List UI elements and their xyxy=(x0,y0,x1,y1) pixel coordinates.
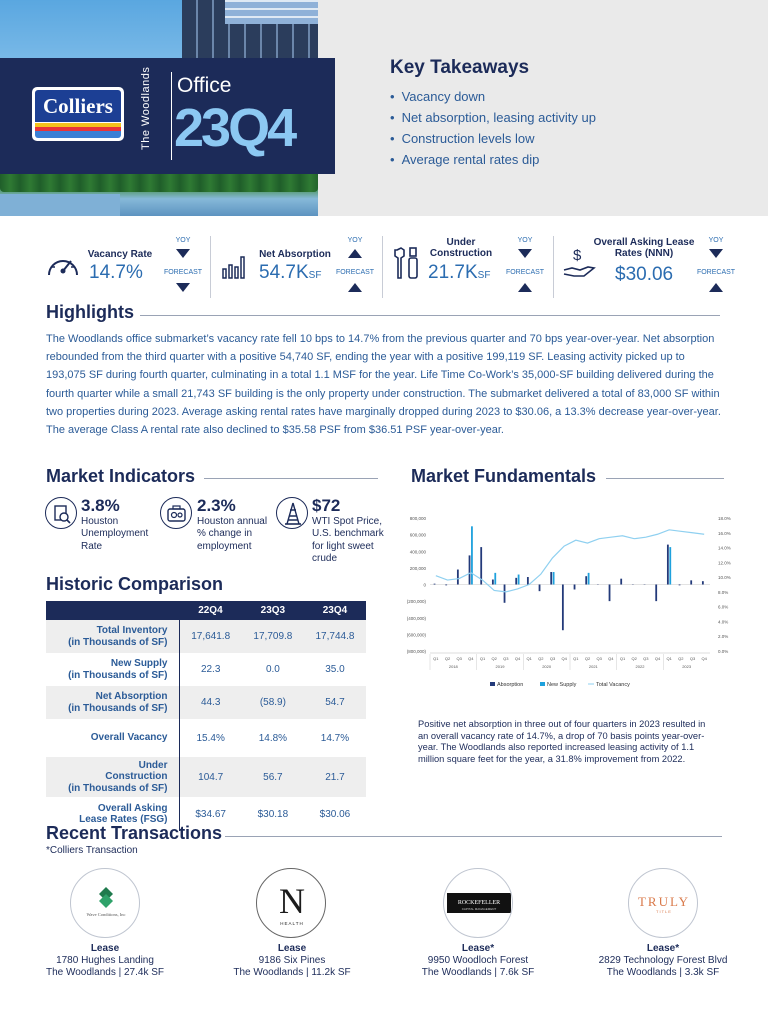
chart-x-tick: Q2 xyxy=(491,656,497,661)
tenant-logo-n-health-icon xyxy=(256,868,326,938)
chart-y-tick-left: 800,000 xyxy=(409,516,426,521)
table-row-new-supply xyxy=(46,653,366,686)
chart-y-tick-left: (800,000) xyxy=(406,649,426,654)
tx-4-type: Lease* xyxy=(646,943,680,954)
table-cell: 54.7 xyxy=(304,686,366,719)
chart-year-label: 2023 xyxy=(682,664,692,669)
chart-bar-new-supply xyxy=(588,573,590,585)
chart-x-tick: Q1 xyxy=(666,656,672,661)
chart-bar-new-supply xyxy=(518,575,520,585)
tx-3-type: Lease* xyxy=(461,943,495,954)
chart-bar-absorption xyxy=(492,580,494,585)
kpi-construction-label: Under Construction xyxy=(429,237,493,259)
row-label: Net Absorption (in Thousands of SF) xyxy=(46,686,179,719)
bar-graph-icon xyxy=(221,253,249,279)
table-cell: $30.18 xyxy=(257,808,289,820)
mi-employment-label: Houston annual % change in employment xyxy=(197,516,268,552)
chart-bar-absorption xyxy=(620,579,622,585)
row-label: New Supply (in Thousands of SF) xyxy=(46,653,179,686)
kpi-separator xyxy=(553,236,554,298)
table-cell: 0.0 xyxy=(265,664,280,675)
kpi-lease-rate-forecast-up-arrow xyxy=(709,283,723,292)
table-cell: 22.3 xyxy=(200,664,221,675)
kpi-construction-forecast-label: FORECAST xyxy=(505,269,545,276)
market-fundamentals-body: Positive net absorption in three out of four quarters in 2023 resulted in an overall vacancy rate of 14.7%, a drop of 70 basis points year-over-year. The Woodlands also reported increased leasing activity of 1.1 million square feet for the year, a 31.8% improvement from 2022. xyxy=(418,719,706,764)
chart-bar-absorption xyxy=(445,585,447,586)
chart-bar-absorption xyxy=(690,580,692,584)
chart-y-tick-right: 16.0% xyxy=(718,530,731,536)
kpi-vacancy-yoy-down-arrow xyxy=(176,249,190,258)
chart-x-tick: Q3 xyxy=(503,656,509,661)
kpi-construction-forecast-up-arrow xyxy=(518,283,532,292)
table-row-overall-vacancy xyxy=(46,719,366,757)
chart-bar-absorption xyxy=(609,585,611,602)
kpi-lease-rate-yoy-down-arrow xyxy=(709,249,723,258)
chart-x-tick: Q1 xyxy=(573,656,579,661)
chart-y-tick-right: 10.0% xyxy=(718,575,731,581)
chart-y-tick-left: (200,000) xyxy=(406,599,426,605)
chart-x-tick: Q1 xyxy=(619,656,626,661)
mi-unemployment-value: 3.8% xyxy=(81,496,120,515)
kpi-lease-rate-label: Overall Asking Lease Rates (NNN) xyxy=(593,237,695,259)
market-fundamentals-rule xyxy=(606,478,724,479)
table-header-row xyxy=(46,601,366,620)
table-cell: 17,641.8 xyxy=(179,620,242,653)
chart-x-tick: Q4 xyxy=(561,656,567,661)
kpi-vacancy-forecast-label: FORECAST xyxy=(163,269,203,276)
kpi-lease-rate-forecast-label: FORECAST xyxy=(696,269,736,276)
kpi-lease-rate-yoy-label: YOY xyxy=(708,237,724,244)
chart-y-tick-left: (600,000) xyxy=(406,632,426,638)
chart-bar-new-supply xyxy=(669,547,671,584)
tx-4-address: 2829 Technology Forest Blvd xyxy=(598,955,728,966)
kpi-construction-unit: SF xyxy=(477,270,491,281)
table-header-23q4: 23Q4 xyxy=(304,601,366,620)
hero-location: The Woodlands xyxy=(140,66,152,150)
tenant-logo-truly-icon xyxy=(628,868,698,938)
kpi-vacancy-forecast-down-arrow xyxy=(176,283,190,292)
chart-bar-absorption xyxy=(667,545,669,585)
kpi-vacancy-yoy-label: YOY xyxy=(175,237,191,244)
highlights-title: Highlights xyxy=(46,302,134,322)
chart-y-tick-left: 400,000 xyxy=(409,549,426,555)
chart-x-tick: Q4 xyxy=(514,656,521,661)
chart-y-tick-left: 200,000 xyxy=(409,565,426,571)
tx-1-detail: The Woodlands | 27.4k SF xyxy=(45,967,165,978)
chart-x-tick: Q4 xyxy=(701,656,707,661)
chart-y-tick-right: 18.0% xyxy=(718,516,731,521)
kpi-vacancy-label: Vacancy Rate xyxy=(87,249,153,260)
row-label: Overall Vacancy xyxy=(46,719,179,757)
chart-bar-absorption xyxy=(574,585,576,590)
tx-3-detail: The Woodlands | 7.6k SF xyxy=(421,967,535,978)
tx-4-detail: The Woodlands | 3.3k SF xyxy=(606,967,720,978)
kpi-absorption-yoy-label: YOY xyxy=(347,237,363,244)
table-cell: (58.9) xyxy=(242,686,304,719)
kpi-separator xyxy=(210,236,211,298)
chart-y-tick-right: 14.0% xyxy=(718,545,731,551)
kpi-lease-rate-value: $30.06 xyxy=(615,264,674,285)
chart-x-tick: Q4 xyxy=(468,656,474,661)
tenant-logo-wave-icon xyxy=(70,868,140,938)
chart-x-tick: Q3 xyxy=(456,656,462,661)
kpi-separator xyxy=(382,236,383,298)
table-cell: 44.3 xyxy=(179,686,242,719)
kpi-absorption-label: Net Absorption xyxy=(259,249,331,260)
table-row-total-inventory xyxy=(46,620,366,653)
chart-legend-total-vacancy: Total Vacancy xyxy=(596,682,630,688)
tx-2-type: Lease xyxy=(277,943,307,954)
highlights-rule xyxy=(140,315,720,316)
chart-y-tick-right: 6.0% xyxy=(718,604,729,610)
chart-bar-absorption xyxy=(562,585,564,631)
chart-bar-new-supply xyxy=(553,572,555,584)
chart-x-tick: Q2 xyxy=(444,656,451,661)
chart-bar-new-supply xyxy=(471,526,473,584)
chart-y-tick-right: 4.0% xyxy=(718,619,729,625)
tx-2-detail: The Woodlands | 11.2k SF xyxy=(233,967,351,978)
chart-x-tick: Q3 xyxy=(689,656,696,661)
highlights-body: The Woodlands office submarket’s vacancy rate fell 10 bps to 14.7% from the previous quarter and 70 bps year-over-year. Net absorption rebounded from the third quarter with a positive 54,740 SF, ending the year with a positive 199,119 SF. Leasing activity picked up to 193,075 SF during fourth quarter, culminating in a total 1.1 MSF for the year. Life Time Co-Work’s 35,000-SF building delivered during the fourth quarter while a small 21,743 SF building is the only property under construction. The submarket delivered a total of 83,000 SF within two properties during 2023. Average asking rental rates have marginally dropped during 2023 to $30.06, a 13.3% decrease year-over-year. The average Class A rental rate also declined to $35.58 PSF from $36.51 PSF year-over-year. xyxy=(46,333,721,437)
chart-legend-absorption: Absorption xyxy=(497,682,524,688)
chart-y-tick-right: 8.0% xyxy=(718,589,729,595)
chart-bar-absorption xyxy=(527,577,529,584)
table-header-23q3: 23Q3 xyxy=(242,601,304,620)
mi-wti-value: $72 xyxy=(312,496,341,515)
chart-legend-swatch-new-supply xyxy=(540,682,545,686)
chart-line-total-vacancy xyxy=(436,530,704,592)
chart-year-label: 2021 xyxy=(588,664,598,669)
tx-1-type: Lease xyxy=(90,943,120,954)
table-cell: 17,709.8 xyxy=(242,620,304,653)
hero-period: 23Q4 xyxy=(174,98,295,158)
chart-x-tick: Q2 xyxy=(678,656,684,661)
chart-year-label: 2022 xyxy=(635,664,645,669)
chart-y-tick-right: 0.0% xyxy=(718,649,729,654)
tx-1-address: 1780 Hughes Landing xyxy=(56,955,154,966)
kpi-absorption-value: 54.7KSF xyxy=(259,262,322,283)
tenant-logo-n-mark: N xyxy=(279,881,305,921)
table-cell: 104.7 xyxy=(179,757,242,797)
table-cell: $34.67 xyxy=(195,808,226,820)
row-label: Overall Asking Lease Rates (FSG) xyxy=(46,797,179,831)
table-cell: 14.8% xyxy=(258,732,288,744)
recent-transactions-title: Recent Transactions xyxy=(46,823,223,843)
chart-legend-swatch-absorption xyxy=(490,682,495,686)
chart-x-tick: Q1 xyxy=(526,656,532,661)
kpi-absorption-forecast-label: FORECAST xyxy=(335,269,375,276)
tenant-logo-truly-text: TRULY xyxy=(637,894,691,909)
chart-bar-absorption xyxy=(679,585,681,586)
table-cell: 35.0 xyxy=(325,664,345,675)
market-indicators-title: Market Indicators xyxy=(46,466,196,486)
chart-bar-absorption xyxy=(469,555,471,584)
table-row-net-absorption xyxy=(46,686,366,719)
table-cell: 17,744.8 xyxy=(304,620,366,653)
oil-rig-icon xyxy=(276,497,308,529)
chart-bar-absorption xyxy=(550,572,552,584)
tenant-logo-rockefeller-icon xyxy=(443,868,513,938)
chart-x-tick: Q4 xyxy=(654,656,661,661)
chart-y-tick-right: 2.0% xyxy=(718,634,729,640)
key-takeaway-item: • Average rental rates dip xyxy=(390,152,596,173)
table-cell: $30.06 xyxy=(319,808,351,820)
chart-year-label: 2019 xyxy=(495,664,505,669)
chart-bar-absorption xyxy=(585,576,587,584)
table-header-blank xyxy=(46,601,179,620)
chart-x-tick: Q3 xyxy=(549,656,556,661)
chart-bar-absorption xyxy=(702,581,704,584)
hero-divider xyxy=(171,72,172,160)
chart-x-tick: Q2 xyxy=(538,656,544,661)
tenant-logo-rockefeller-text: ROCKEFELLER xyxy=(457,900,501,906)
chart-legend-new-supply: New Supply xyxy=(547,682,577,688)
mi-unemployment-label: Houston Unemployment Rate xyxy=(81,516,149,552)
hero-property-type: Office xyxy=(177,74,232,97)
key-takeaway-item: • Construction levels low xyxy=(390,131,596,152)
chart-bar-absorption xyxy=(434,584,436,585)
key-takeaway-item: • Vacancy down xyxy=(390,89,596,110)
table-row-under-construction xyxy=(46,757,366,797)
key-takeaway-item: • Net absorption, leasing activity up xyxy=(390,110,596,131)
table-cell: 21.7 xyxy=(304,757,366,797)
mi-employment-value: 2.3% xyxy=(197,496,236,515)
kpi-absorption-unit: SF xyxy=(308,270,322,281)
chart-y-tick-left: 600,000 xyxy=(409,532,426,538)
chart-bar-absorption xyxy=(504,585,506,603)
chart-y-tick-left: (400,000) xyxy=(406,615,426,621)
tenant-logo-wave-text: Wave Conditions, Inc xyxy=(86,912,126,917)
recent-transactions-rule xyxy=(225,836,722,837)
row-label: Under Construction (in Thousands of SF) xyxy=(46,757,179,797)
kpi-absorption-yoy-up-arrow xyxy=(348,249,362,258)
chart-x-tick: Q1 xyxy=(433,656,439,661)
table-cell: 56.7 xyxy=(242,757,304,797)
chart-year-label: 2018 xyxy=(448,664,458,669)
chart-bar-absorption xyxy=(457,570,459,585)
colliers-transaction-note: *Colliers Transaction xyxy=(46,845,138,856)
chart-bar-new-supply xyxy=(494,573,496,585)
briefcase-gears-icon xyxy=(160,497,192,529)
job-search-icon xyxy=(45,497,77,529)
row-label: Total Inventory (in Thousands of SF) xyxy=(46,620,179,653)
chart-bar-absorption xyxy=(655,585,657,602)
key-takeaways-title: Key Takeaways xyxy=(390,57,530,78)
chart-y-tick-left: 0 xyxy=(423,582,426,588)
kpi-construction-yoy-down-arrow xyxy=(518,249,532,258)
market-fundamentals-title: Market Fundamentals xyxy=(411,466,597,486)
key-takeaways-list xyxy=(390,89,596,173)
chart-x-tick: Q1 xyxy=(479,656,486,661)
chart-x-tick: Q3 xyxy=(643,656,649,661)
kpi-absorption-forecast-up-arrow xyxy=(348,283,362,292)
kpi-construction-value: 21.7KSF xyxy=(428,262,491,283)
colliers-logo xyxy=(32,87,124,141)
tx-3-address: 9950 Woodloch Forest xyxy=(427,955,529,966)
chart-y-tick-right: 12.0% xyxy=(718,560,731,566)
tenant-logo-health-text: HEALTH xyxy=(280,921,304,926)
chart-bar-absorption xyxy=(515,578,517,585)
historic-comparison-table xyxy=(46,601,366,831)
kpi-construction-yoy-label: YOY xyxy=(517,237,533,244)
chart-bar-absorption xyxy=(539,585,541,592)
chart-x-tick: Q4 xyxy=(608,656,614,661)
tenant-logo-truly-sub: TITLE xyxy=(656,909,672,914)
historic-comparison-title: Historic Comparison xyxy=(46,574,224,594)
table-cell: 14.7% xyxy=(320,732,350,744)
market-indicators-rule xyxy=(204,478,378,479)
kpi-vacancy-value: 14.7% xyxy=(89,262,143,283)
logo-wordmark: Colliers xyxy=(35,90,121,122)
chart-x-tick: Q2 xyxy=(631,656,637,661)
gauge-icon xyxy=(45,249,81,281)
chart-year-label: 2020 xyxy=(542,664,552,669)
svg-text:$: $ xyxy=(573,247,582,264)
chart-x-tick: Q2 xyxy=(584,656,591,661)
market-fundamentals-chart xyxy=(400,508,740,698)
table-cell: 15.4% xyxy=(196,732,225,744)
chart-x-tick: Q3 xyxy=(596,656,602,661)
tx-2-address: 9186 Six Pines xyxy=(258,955,326,966)
tenant-logo-rockefeller-sub: CAPITAL MANAGEMENT xyxy=(461,907,497,911)
mi-wti-label: WTI Spot Price, U.S. benchmark for light sweet crude xyxy=(312,516,384,564)
table-header-22q4: 22Q4 xyxy=(179,601,242,620)
tools-icon xyxy=(393,246,421,282)
